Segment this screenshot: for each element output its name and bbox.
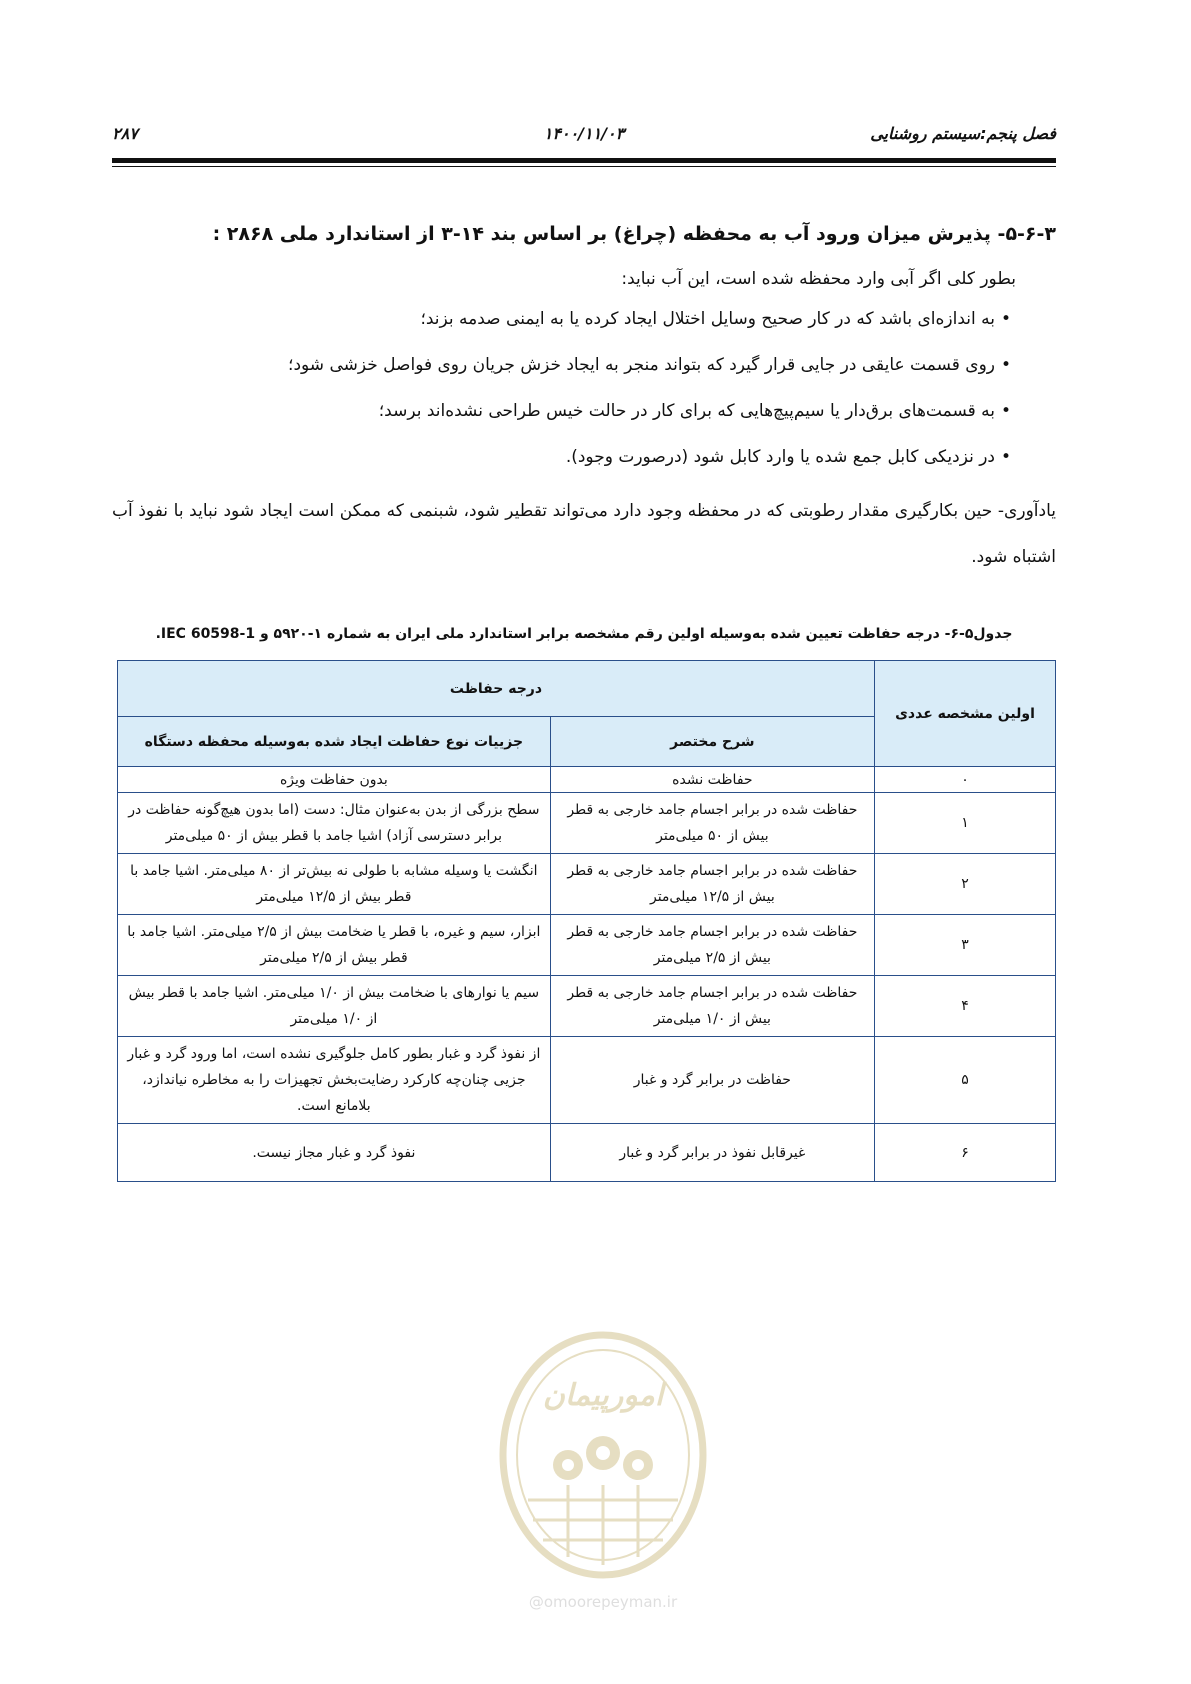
header-details: جزییات نوع حفاظت ایجاد شده به‌وسیله محفظه دستگاه <box>118 717 551 767</box>
requirements-list <box>112 304 1056 472</box>
header-rule-thin <box>112 166 1056 167</box>
list-item: • به قسمت‌های برق‌دار یا سیم‌پیچ‌هایی که برای کار در حالت خیس طراحی نشده‌اند برسد؛ <box>112 396 1011 426</box>
cell-digit: ۱ <box>874 793 1055 854</box>
list-item: • روی قسمت عایقی در جایی قرار گیرد که بتواند منجر به ایجاد خزش جریان روی فواصل خزشی شود؛ <box>112 350 1011 380</box>
cell-short: حفاظت شده در برابر اجسام جامد خارجی به قطر بیش از ۱/۰ میلی‌متر <box>550 976 874 1037</box>
bullet-icon: • <box>1000 309 1011 329</box>
cell-short: حفاظت شده در برابر اجسام جامد خارجی به قطر بیش از ۲/۵ میلی‌متر <box>550 915 874 976</box>
section-intro: بطور کلی اگر آبی وارد محفظه شده است، این آب نباید: <box>621 269 1016 289</box>
table-row <box>118 976 1056 1037</box>
section-note: یادآوری- حین بکارگیری مقدار رطوبتی که در محفظه وجود دارد می‌تواند تقطیر شود، شبنمی که ممکن است ایجاد شود نباید با نفوذ آب اشتباه شود. <box>112 501 1056 567</box>
cell-details: سطح بزرگی از بدن به‌عنوان مثال: دست (اما بدون هیچ‌گونه حفاظت در برابر دسترسی آزاد) اشیا جامد با قطر بیش از ۵۰ میلی‌متر <box>118 793 551 854</box>
cell-short: حفاظت نشده <box>550 767 874 793</box>
cell-details: انگشت یا وسیله مشابه با طولی نه بیش‌تر از ۸۰ میلی‌متر. اشیا جامد با قطر بیش از ۱۲/۵ میلی‌متر <box>118 854 551 915</box>
cell-digit: ۴ <box>874 976 1055 1037</box>
cell-details: سیم یا نوارهای با ضخامت بیش از ۱/۰ میلی‌متر. اشیا جامد با قطر بیش از ۱/۰ میلی‌متر <box>118 976 551 1037</box>
table-row <box>118 1124 1056 1182</box>
page-header <box>112 120 1056 150</box>
table-row <box>118 1037 1056 1124</box>
cell-short: غیرقابل نفوذ در برابر گرد و غبار <box>550 1124 874 1182</box>
header-short-description: شرح مختصر <box>550 717 874 767</box>
cell-details: از نفوذ گرد و غبار بطور کامل جلوگیری نشده است، اما ورود گرد و غبار جزیی چنان‌چه کارکرد رضایت‌بخش تجهیزات را به مخاطره نیاندازد، بلامانع است. <box>118 1037 551 1124</box>
bullet-icon: • <box>1000 401 1011 421</box>
header-date: ۱۴۰۰/۱۱/۰۳ <box>543 124 625 143</box>
list-item: • در نزدیکی کابل جمع شده یا وارد کابل شود (درصورت وجود). <box>112 442 1011 472</box>
protection-table <box>117 660 1056 1182</box>
chapter-title: فصل پنجم:سیستم روشنایی <box>870 124 1056 143</box>
watermark-seal-icon <box>488 1325 718 1615</box>
section-heading: ۵-۶-۳- پذیرش میزان ورود آب به محفظه (چراغ) بر اساس بند ۱۴-۳ از استاندارد ملی ۲۸۶۸ : <box>212 223 1056 245</box>
watermark-logo-text: امورپیمان <box>542 1378 664 1413</box>
cell-details: نفوذ گرد و غبار مجاز نیست. <box>118 1124 551 1182</box>
cell-details: بدون حفاظت ویژه <box>118 767 551 793</box>
cell-digit: ۳ <box>874 915 1055 976</box>
cell-details: ابزار، سیم و غیره، با قطر یا ضخامت بیش از ۲/۵ میلی‌متر. اشیا جامد با قطر بیش از ۲/۵ میلی‌متر <box>118 915 551 976</box>
table-header-row <box>118 661 1056 717</box>
cell-short: حفاظت شده در برابر اجسام جامد خارجی به قطر بیش از ۱۲/۵ میلی‌متر <box>550 854 874 915</box>
bullet-icon: • <box>1000 355 1011 375</box>
cell-digit: ۶ <box>874 1124 1055 1182</box>
bullet-icon: • <box>1000 447 1011 467</box>
list-item: • به اندازه‌ای باشد که در کار صحیح وسایل اختلال ایجاد کرده یا به ایمنی صدمه بزند؛ <box>112 304 1011 334</box>
header-rule-thick <box>112 158 1056 163</box>
table-row <box>118 793 1056 854</box>
watermark-logo <box>488 1325 718 1615</box>
table-caption: جدول۵-۶- درجه حفاظت تعیین شده به‌وسیله اولین رقم مشخصه برابر استاندارد ملی ایران به شماره ۱-۵۹۲۰ و IEC 60598-1. <box>155 626 1013 642</box>
cell-digit: ۰ <box>874 767 1055 793</box>
cell-digit: ۵ <box>874 1037 1055 1124</box>
table-row <box>118 915 1056 976</box>
section-content <box>112 218 1056 580</box>
cell-short: حفاظت در برابر گرد و غبار <box>550 1037 874 1124</box>
table-row <box>118 854 1056 915</box>
table-row <box>118 767 1056 793</box>
header-protection-degree: درجه حفاظت <box>118 661 875 717</box>
cell-digit: ۲ <box>874 854 1055 915</box>
cell-short: حفاظت شده در برابر اجسام جامد خارجی به قطر بیش از ۵۰ میلی‌متر <box>550 793 874 854</box>
page-number: ۲۸۷ <box>112 124 138 143</box>
header-first-digit: اولین مشخصه عددی <box>874 661 1055 767</box>
watermark-url: @omoorepeyman.ir <box>528 1593 678 1611</box>
